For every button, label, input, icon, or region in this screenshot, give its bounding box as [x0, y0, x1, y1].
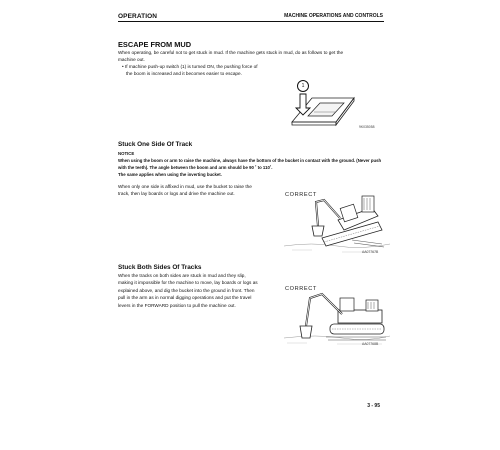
notice-line-3: The same applies when using the inverting bucket. [118, 172, 222, 177]
correct-label-1: CORRECT [285, 192, 317, 198]
figure-id-2: AA07767B [362, 250, 379, 254]
escape-bullet [122, 64, 312, 77]
escape-bullet-line-1: • If machine push-up switch (1) is turned ON, the pushing force of [122, 64, 258, 69]
stuck-both-sides-heading: Stuck Both Sides Of Tracks [118, 264, 202, 271]
both-sides-line-2: making it impossible for the machine to move, lay boards or logs as [118, 280, 258, 286]
one-side-line-1: When only one side is affixed in mud, use the bucket to raise the [118, 184, 252, 189]
escape-intro-line-2: machine out. [118, 56, 145, 62]
figure-id-3: AA07768B [362, 342, 379, 346]
header-rule [118, 21, 384, 22]
correct-label-2: CORRECT [285, 286, 317, 292]
notice-line-1: When using the boom or arm to raise the machine, always have the bottom of the bucket in contact with the ground. (Never push [118, 158, 382, 163]
both-sides-line-3: explained above, and dig the bucket into the ground in front. Then [118, 287, 255, 293]
escape-bullet-line-2: the boom is increased and it becomes easier to escape. [126, 70, 242, 76]
page-number: 3 - 95 [367, 403, 380, 409]
both-sides-line-5: levers in the FORWARD position to pull the machine out. [118, 302, 236, 308]
figure-id-1: 9K035058 [359, 125, 375, 129]
both-sides-excavator-figure [282, 280, 392, 352]
notice-line-2: with the teeth). The angle between the boom and arm should be 90 ˚ to 110˚. [118, 165, 273, 170]
chapter-title: MACHINE OPERATIONS AND CONTROLS [284, 13, 383, 19]
both-sides-line-1: When the tracks on both sides are stuck in mud and they slip, [118, 273, 246, 278]
stuck-one-side-heading: Stuck One Side Of Track [118, 141, 193, 148]
escape-intro-line-1: When operating, be careful not to get stuck in mud. If the machine gets stuck in mud, do as follows to get the [118, 50, 344, 55]
push-up-switch-figure [278, 84, 388, 136]
callout-1: 1 [297, 80, 309, 92]
notice-label: NOTICE [118, 151, 135, 156]
one-side-line-2: track, then lay boards or logs and drive the machine out. [118, 190, 235, 196]
notice-text [118, 157, 390, 178]
one-side-excavator-figure [282, 186, 392, 258]
escape-intro [118, 50, 388, 63]
both-sides-line-4: pull in the arm as in normal digging operations and put the travel [118, 295, 252, 301]
escape-from-mud-heading: ESCAPE FROM MUD [118, 40, 192, 49]
stuck-one-side-body [118, 184, 288, 197]
stuck-both-sides-body [118, 272, 288, 309]
section-title: OPERATION [118, 13, 158, 20]
